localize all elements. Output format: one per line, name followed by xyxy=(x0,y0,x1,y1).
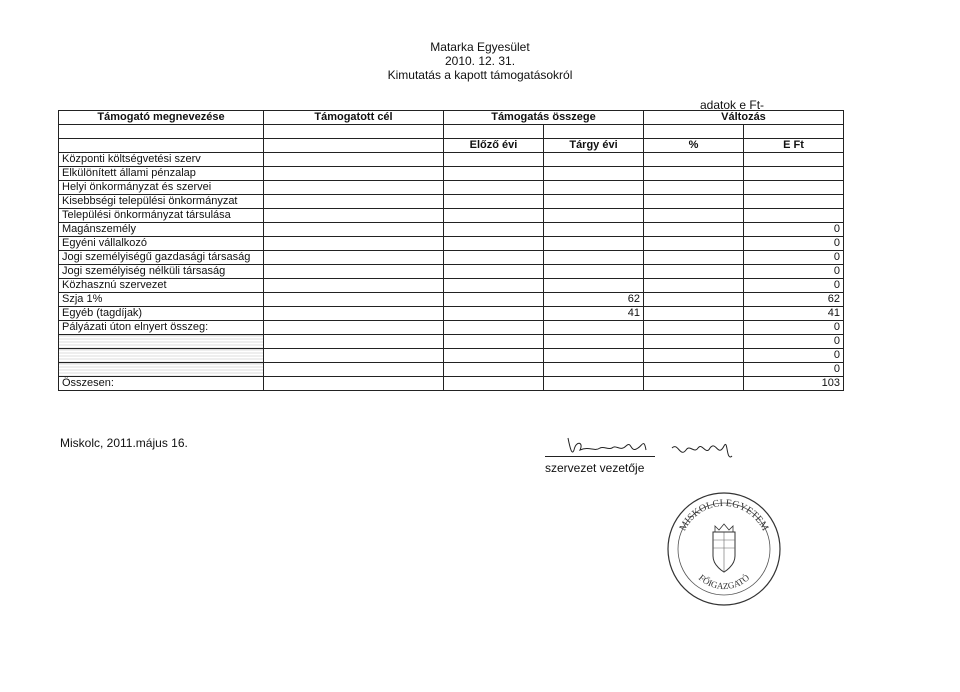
row-label xyxy=(59,349,264,363)
row-eft xyxy=(744,195,844,209)
row-eft: 0 xyxy=(744,363,844,377)
col-header-curr: Tárgy évi xyxy=(544,139,644,153)
row-label xyxy=(59,335,264,349)
row-prev xyxy=(444,209,544,223)
col-header-purpose: Támogatott cél xyxy=(264,111,444,125)
row-prev xyxy=(444,223,544,237)
row-purpose xyxy=(264,363,444,377)
col-header-name: Támogató megnevezése xyxy=(59,111,264,125)
row-prev xyxy=(444,181,544,195)
row-purpose xyxy=(264,237,444,251)
row-prev xyxy=(444,349,544,363)
row-eft xyxy=(744,167,844,181)
row-pct xyxy=(644,209,744,223)
row-prev xyxy=(444,251,544,265)
row-label: Települési önkormányzat társulása xyxy=(59,209,264,223)
document-header xyxy=(0,40,960,82)
row-curr xyxy=(544,349,644,363)
row-purpose xyxy=(264,153,444,167)
row-eft: 0 xyxy=(744,321,844,335)
report-date: 2010. 12. 31. xyxy=(444,54,516,68)
row-eft: 62 xyxy=(744,293,844,307)
row-prev xyxy=(444,195,544,209)
signatory-label: szervezet vezetője xyxy=(545,461,645,475)
row-label: Jogi személyiség nélküli társaság xyxy=(59,265,264,279)
row-pct xyxy=(644,251,744,265)
row-purpose xyxy=(264,167,444,181)
row-label xyxy=(59,363,264,377)
table-row xyxy=(59,181,844,195)
row-purpose xyxy=(264,293,444,307)
row-pct xyxy=(644,279,744,293)
table-row xyxy=(59,265,844,279)
stamp-text-bottom: FŐIGAZGATÓ xyxy=(696,572,752,592)
row-pct xyxy=(644,237,744,251)
row-purpose xyxy=(264,279,444,293)
report-title: Kimutatás a kapott támogatásokról xyxy=(387,68,573,82)
table-row xyxy=(59,153,844,167)
row-curr xyxy=(544,195,644,209)
row-purpose xyxy=(264,195,444,209)
table-row xyxy=(59,349,844,363)
row-label: Helyi önkormányzat és szervei xyxy=(59,181,264,195)
row-purpose xyxy=(264,349,444,363)
table-row xyxy=(59,237,844,251)
row-prev xyxy=(444,279,544,293)
row-curr xyxy=(544,167,644,181)
row-label: Egyéni vállalkozó xyxy=(59,237,264,251)
row-curr xyxy=(544,363,644,377)
row-curr xyxy=(544,335,644,349)
col-header-amount: Támogatás összege xyxy=(444,111,644,125)
place-date: Miskolc, 2011.május 16. xyxy=(60,436,188,450)
row-prev xyxy=(444,237,544,251)
row-curr xyxy=(544,153,644,167)
row-pct xyxy=(644,377,744,391)
row-label: Magánszemély xyxy=(59,223,264,237)
row-label: Jogi személyiségű gazdasági társaság xyxy=(59,251,264,265)
row-curr xyxy=(544,265,644,279)
row-prev xyxy=(444,293,544,307)
col-header-eft: E Ft xyxy=(744,139,844,153)
row-eft: 0 xyxy=(744,349,844,363)
row-curr xyxy=(544,237,644,251)
row-prev xyxy=(444,363,544,377)
row-eft: 103 xyxy=(744,377,844,391)
row-pct xyxy=(644,195,744,209)
stamp-text-top: MISKOLCI EGYETEM xyxy=(677,497,771,533)
row-eft: 0 xyxy=(744,335,844,349)
row-prev xyxy=(444,307,544,321)
row-purpose xyxy=(264,265,444,279)
row-pct xyxy=(644,265,744,279)
row-pct xyxy=(644,335,744,349)
row-pct xyxy=(644,307,744,321)
row-eft: 0 xyxy=(744,251,844,265)
row-pct xyxy=(644,167,744,181)
row-purpose xyxy=(264,377,444,391)
row-label: Pályázati úton elnyert összeg: xyxy=(59,321,264,335)
table-row xyxy=(59,223,844,237)
row-pct xyxy=(644,293,744,307)
row-pct xyxy=(644,349,744,363)
table-header-row-1 xyxy=(59,111,844,125)
row-pct xyxy=(644,181,744,195)
table-row xyxy=(59,209,844,223)
table-row xyxy=(59,335,844,349)
table-header-row-2 xyxy=(59,139,844,153)
row-prev xyxy=(444,377,544,391)
unit-note: adatok e Ft- xyxy=(700,98,765,112)
row-curr: 41 xyxy=(544,307,644,321)
table-row xyxy=(59,293,844,307)
row-eft: 0 xyxy=(744,223,844,237)
row-curr xyxy=(544,321,644,335)
row-label: Összesen: xyxy=(59,377,264,391)
row-eft: 0 xyxy=(744,279,844,293)
table-body xyxy=(59,153,844,391)
row-eft: 41 xyxy=(744,307,844,321)
row-label: Elkülönített állami pénzalap xyxy=(59,167,264,181)
col-header-change: Változás xyxy=(644,111,844,125)
row-label: Kisebbségi települési önkormányzat xyxy=(59,195,264,209)
table-row xyxy=(59,321,844,335)
row-eft xyxy=(744,209,844,223)
row-purpose xyxy=(264,321,444,335)
col-header-prev: Előző évi xyxy=(444,139,544,153)
row-purpose xyxy=(264,209,444,223)
official-stamp xyxy=(665,490,783,608)
row-pct xyxy=(644,363,744,377)
support-table xyxy=(58,110,844,391)
table-row xyxy=(59,251,844,265)
table-row xyxy=(59,195,844,209)
row-purpose xyxy=(264,335,444,349)
row-eft xyxy=(744,181,844,195)
table-row xyxy=(59,377,844,391)
row-curr xyxy=(544,223,644,237)
organization-name: Matarka Egyesület xyxy=(430,40,530,54)
row-purpose xyxy=(264,307,444,321)
row-purpose xyxy=(264,223,444,237)
col-header-pct: % xyxy=(644,139,744,153)
row-purpose xyxy=(264,181,444,195)
row-curr: 62 xyxy=(544,293,644,307)
row-pct xyxy=(644,223,744,237)
row-pct xyxy=(644,321,744,335)
table-row xyxy=(59,307,844,321)
row-label: Központi költségvetési szerv xyxy=(59,153,264,167)
row-label: Egyéb (tagdíjak) xyxy=(59,307,264,321)
table-header-spacer xyxy=(59,125,844,139)
table-row xyxy=(59,167,844,181)
row-eft xyxy=(744,153,844,167)
row-eft: 0 xyxy=(744,265,844,279)
row-prev xyxy=(444,153,544,167)
row-pct xyxy=(644,153,744,167)
row-curr xyxy=(544,181,644,195)
row-prev xyxy=(444,167,544,181)
row-eft: 0 xyxy=(744,237,844,251)
row-prev xyxy=(444,335,544,349)
row-purpose xyxy=(264,251,444,265)
signature-line xyxy=(545,456,655,457)
table-row xyxy=(59,279,844,293)
row-curr xyxy=(544,377,644,391)
row-label: Közhasznú szervezet xyxy=(59,279,264,293)
row-curr xyxy=(544,251,644,265)
row-prev xyxy=(444,265,544,279)
svg-text:FŐIGAZGATÓ xyxy=(697,572,752,591)
table-row xyxy=(59,363,844,377)
row-curr xyxy=(544,209,644,223)
row-prev xyxy=(444,321,544,335)
row-label: Szja 1% xyxy=(59,293,264,307)
row-curr xyxy=(544,279,644,293)
